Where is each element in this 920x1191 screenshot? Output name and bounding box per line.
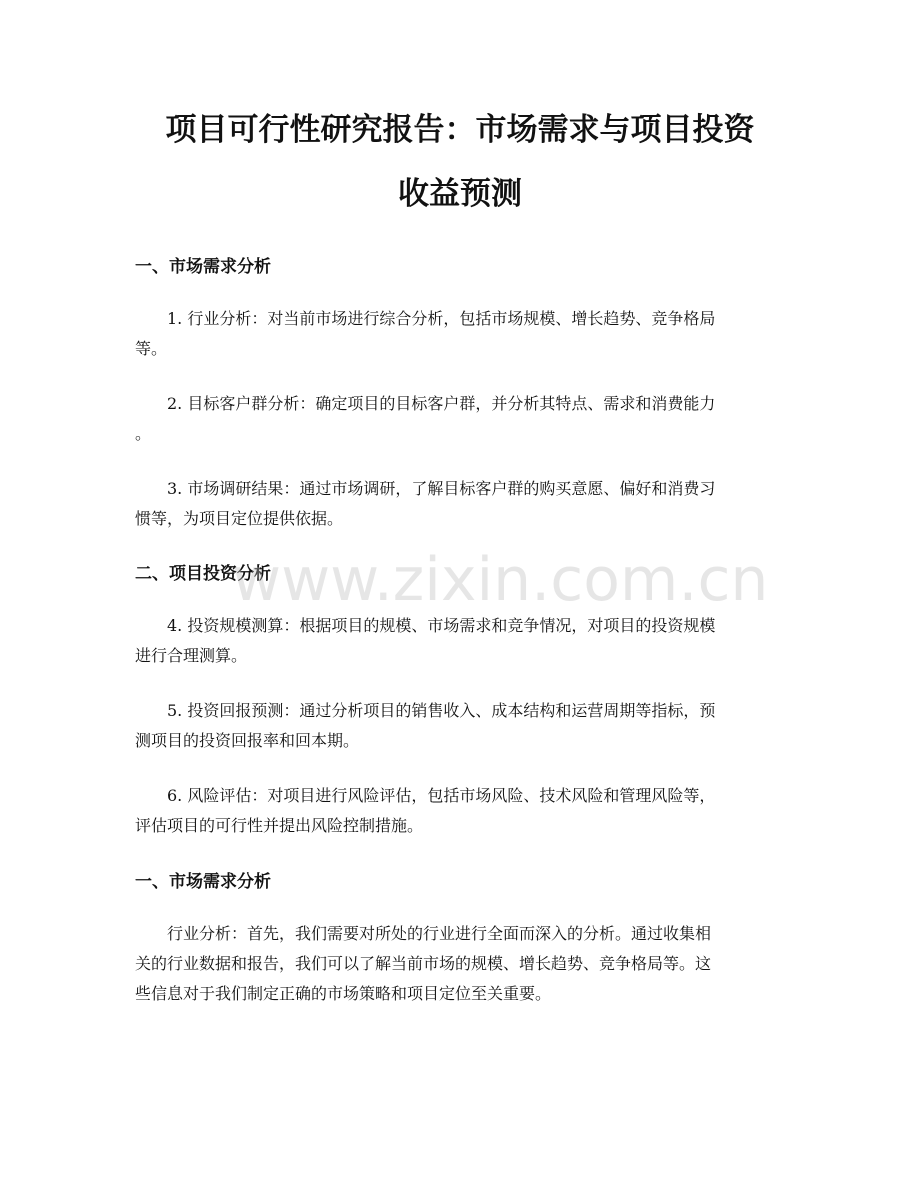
document-title-line-2: 收益预测	[398, 176, 522, 212]
section-heading-investment-analysis: 二、项目投资分析	[135, 564, 271, 584]
paragraph-line: 6. 风险评估：对项目进行风险评估，包括市场风险、技术风险和管理风险等，	[167, 786, 716, 805]
paragraph-line: 行业分析：首先，我们需要对所处的行业进行全面而深入的分析。通过收集相	[167, 924, 712, 943]
document-title-line-1: 项目可行性研究报告：市场需求与项目投资	[165, 112, 755, 148]
section-heading-market-demand-repeat: 一、市场需求分析	[135, 872, 271, 892]
paragraph-line: 3. 市场调研结果：通过市场调研，了解目标客户群的购买意愿、偏好和消费习	[167, 479, 716, 498]
paragraph-line: 评估项目的可行性并提出风险控制措施。	[135, 816, 424, 835]
paragraph-target-customers	[135, 389, 785, 449]
paragraph-line: 2. 目标客户群分析：确定项目的目标客户群，并分析其特点、需求和消费能力	[167, 394, 716, 413]
paragraph-line: 测项目的投资回报率和回本期。	[135, 731, 360, 750]
paragraph-risk-assessment	[135, 781, 785, 841]
paragraph-line: 惯等，为项目定位提供依据。	[135, 509, 344, 528]
paragraph-line: 5. 投资回报预测：通过分析项目的销售收入、成本结构和运营周期等指标，预	[167, 701, 716, 720]
paragraph-line: 进行合理测算。	[135, 646, 248, 665]
paragraph-line: 关的行业数据和报告，我们可以了解当前市场的规模、增长趋势、竞争格局等。这	[135, 954, 712, 973]
paragraph-industry-analysis-detail	[135, 919, 785, 1009]
paragraph-investment-scale	[135, 611, 785, 671]
paragraph-line: 些信息对于我们制定正确的市场策略和项目定位至关重要。	[135, 984, 552, 1003]
paragraph-return-forecast	[135, 696, 785, 756]
paragraph-line: 。	[135, 424, 152, 443]
watermark-text: www.zixin.com.cn	[232, 545, 769, 615]
paragraph-line: 1. 行业分析：对当前市场进行综合分析，包括市场规模、增长趋势、竞争格局	[167, 309, 716, 328]
paragraph-line: 4. 投资规模测算：根据项目的规模、市场需求和竞争情况，对项目的投资规模	[167, 616, 716, 635]
paragraph-industry-analysis	[135, 304, 785, 364]
paragraph-market-research	[135, 474, 785, 534]
section-heading-market-demand: 一、市场需求分析	[135, 257, 271, 277]
paragraph-line: 等。	[135, 339, 168, 358]
